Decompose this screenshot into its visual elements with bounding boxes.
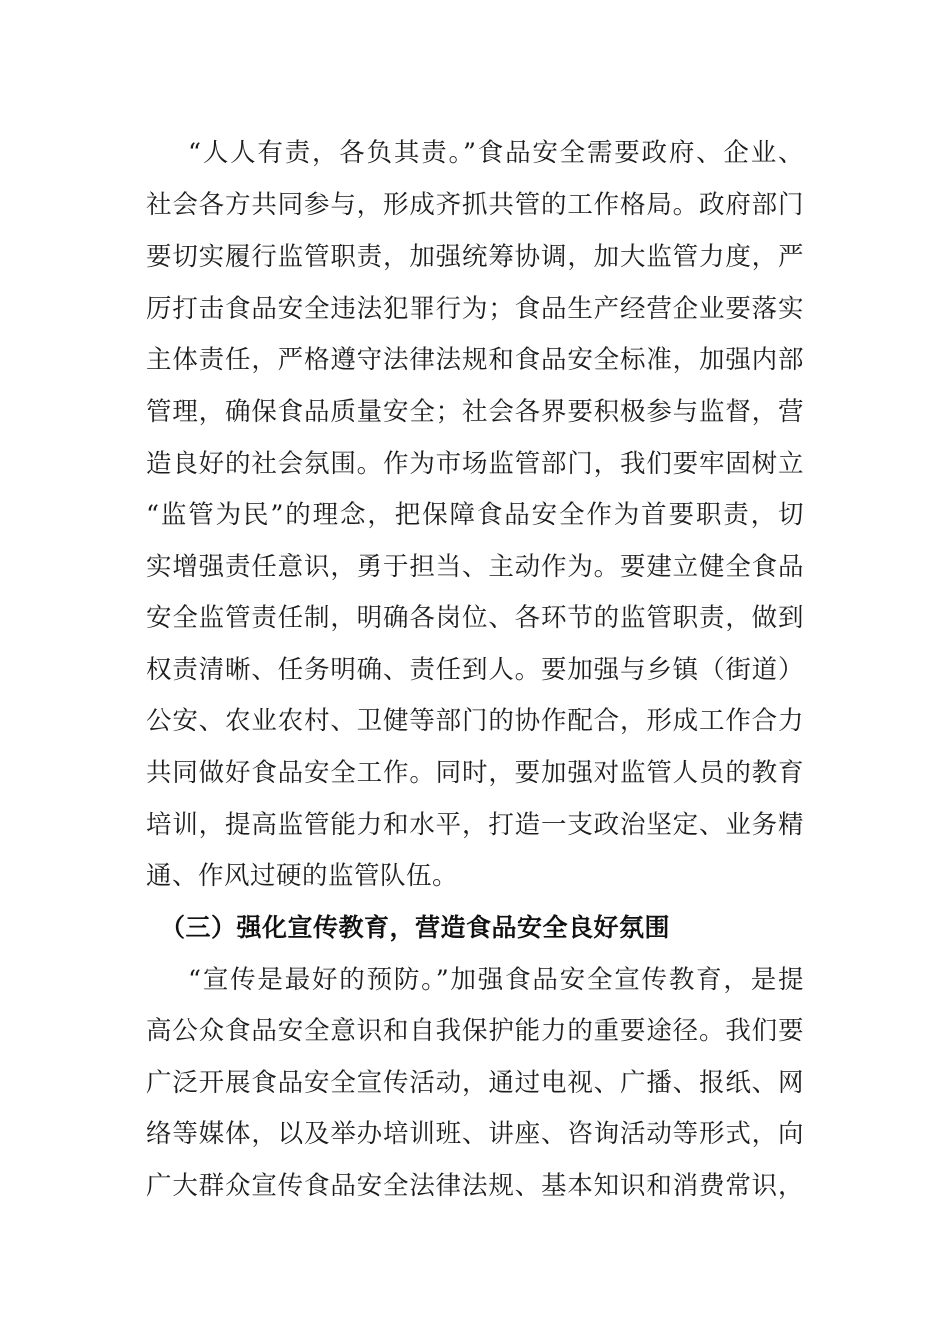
text-line: 高公众食品安全意识和自我保护能力的重要途径。我们要 [146,1016,804,1046]
text-line: 广大群众宣传食品安全法律法规、基本知识和消费常识， [146,1171,804,1201]
text-line: 共同做好食品安全工作。同时，要加强对监管人员的教育 [146,758,804,788]
text-line: 权责清晰、任务明确、责任到人。要加强与乡镇（街道） [146,655,804,685]
text-line: 实增强责任意识，勇于担当、主动作为。要建立健全食品 [146,552,804,582]
text-line: 公安、农业农村、卫健等部门的协作配合，形成工作合力 [146,706,804,736]
text-line: 安全监管责任制，明确各岗位、各环节的监管职责，做到 [146,603,804,633]
text-line: 广泛开展食品安全宣传活动，通过电视、广播、报纸、网 [146,1068,804,1098]
text-line: “监管为民”的理念，把保障食品安全作为首要职责，切 [146,500,804,530]
text-line: 管理，确保食品质量安全；社会各界要积极参与监督，营 [146,397,804,427]
text-line: “人人有责，各负其责。”食品安全需要政府、企业、 [188,138,804,168]
section-heading: （三）强化宣传教育，营造食品安全良好氛围 [160,913,671,942]
text-line: “宣传是最好的预防。”加强食品安全宣传教育，是提 [188,965,804,995]
text-line: 络等媒体，以及举办培训班、讲座、咨询活动等形式，向 [146,1119,804,1149]
text-line: 通、作风过硬的监管队伍。 [146,861,459,891]
text-line: 社会各方共同参与，形成齐抓共管的工作格局。政府部门 [146,190,804,220]
text-line: 厉打击食品安全违法犯罪行为；食品生产经营企业要落实 [146,294,804,324]
text-line: 要切实履行监管职责，加强统筹协调，加大监管力度，严 [146,242,804,272]
text-line: 主体责任，严格遵守法律法规和食品安全标准，加强内部 [146,345,804,375]
text-line: 造良好的社会氛围。作为市场监管部门，我们要牢固树立 [146,449,804,479]
text-line: 培训，提高监管能力和水平，打造一支政治坚定、业务精 [146,810,804,840]
